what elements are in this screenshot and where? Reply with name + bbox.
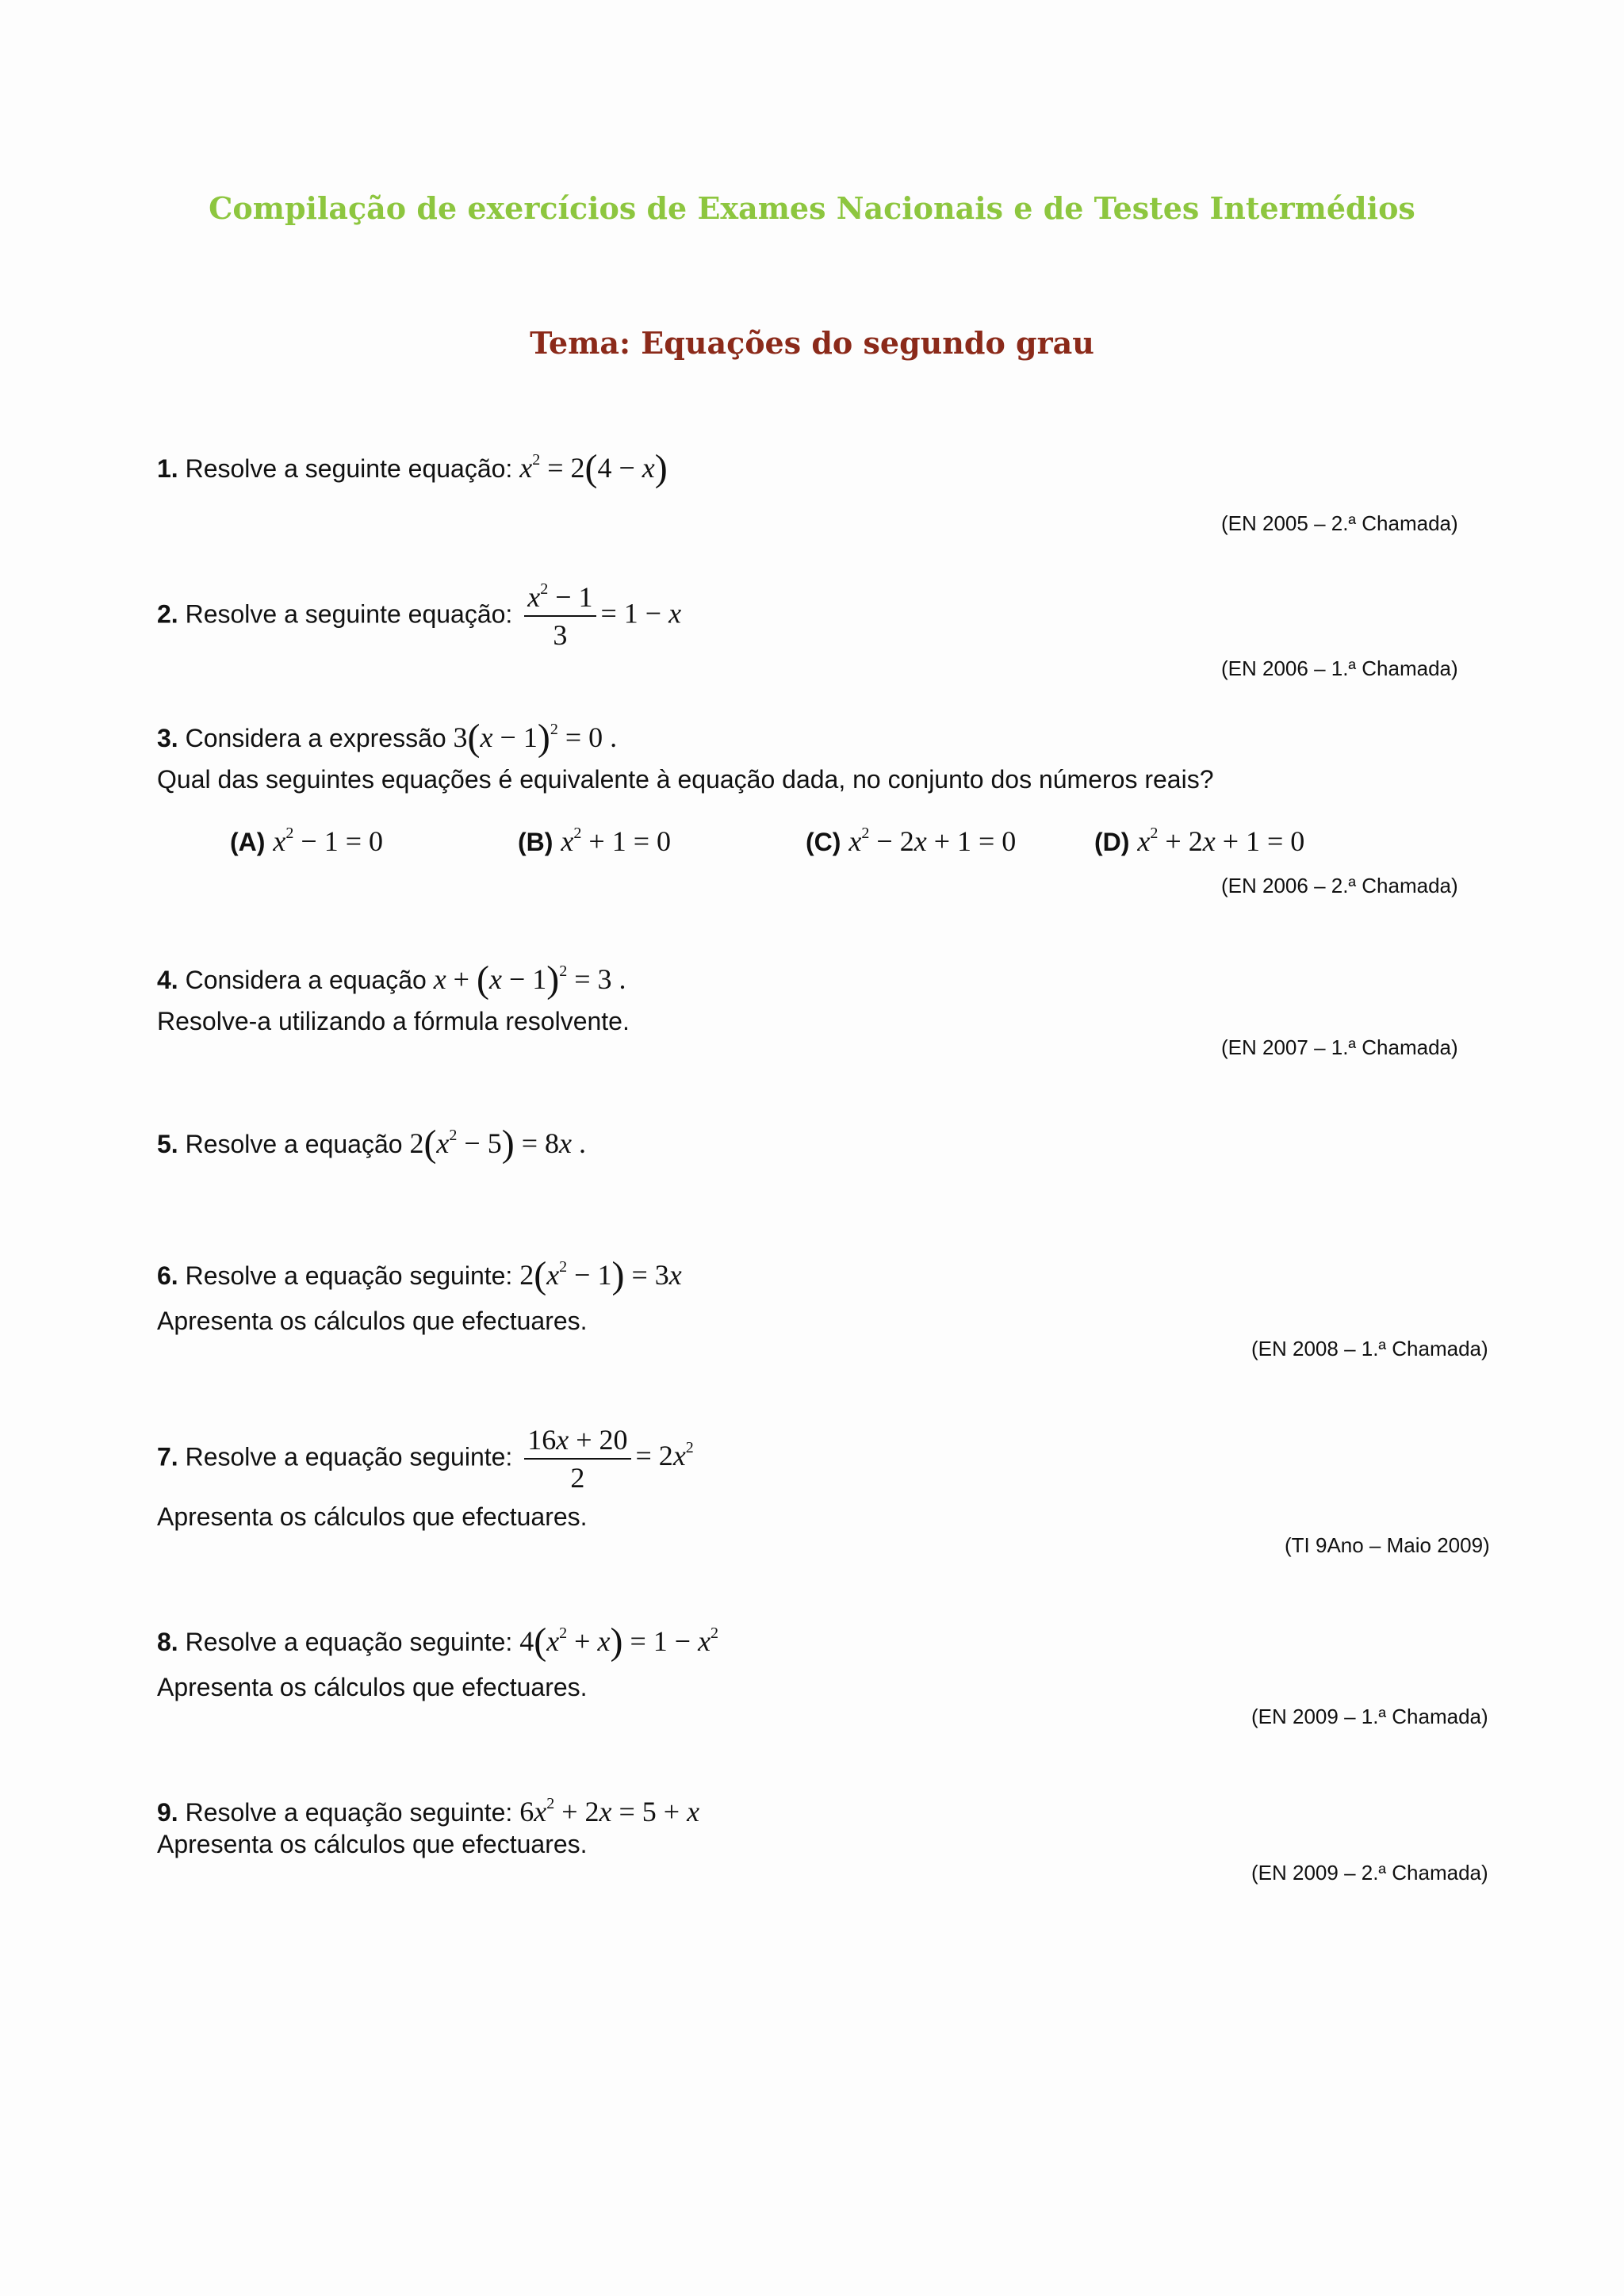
question-instruction: Resolve-a utilizando a fórmula resolvente.: [157, 1007, 630, 1035]
question-number: 2.: [157, 599, 178, 629]
exam-source: (EN 2009 – 1.ª Chamada): [1251, 1705, 1488, 1728]
question-text: Resolve a equação seguinte:: [185, 1798, 513, 1827]
question-9: [157, 1796, 699, 1828]
equation: $4(x^2 + x) = 1 - x^2$: [519, 1621, 719, 1663]
fraction: $\frac{16x + 20}{2}$: [524, 1422, 630, 1496]
question-instruction: Qual das seguintes equações é equivalente à equação dada, no conjunto dos números reais?: [157, 765, 1214, 794]
question-text: Resolve a seguinte equação:: [185, 599, 513, 629]
exam-source: (EN 2005 – 2.ª Chamada): [1221, 511, 1458, 535]
option-d: [1094, 825, 1304, 858]
question-number: 7.: [157, 1442, 178, 1471]
exam-source: (TI 9Ano – Maio 2009): [1285, 1533, 1490, 1557]
question-text: Resolve a equação seguinte:: [185, 1261, 513, 1290]
option-b: [518, 825, 671, 858]
question-instruction: Apresenta os cálculos que efectuares.: [157, 1307, 588, 1335]
question-text: Resolve a seguinte equação:: [185, 454, 513, 483]
question-instruction: Apresenta os cálculos que efectuares.: [157, 1830, 588, 1858]
question-number: 8.: [157, 1628, 178, 1656]
equation: $2(x^2 - 1) = 3x$: [519, 1254, 682, 1296]
question-8: [157, 1621, 719, 1663]
question-instruction: Apresenta os cálculos que efectuares.: [157, 1502, 588, 1531]
equation: $2(x^2 - 5) = 8x$ .: [409, 1123, 586, 1165]
question-number: 1.: [157, 454, 178, 483]
question-text: Resolve a equação seguinte:: [185, 1442, 513, 1471]
question-4: [157, 959, 626, 1001]
option-label: (A): [230, 828, 266, 856]
question-text: Resolve a equação seguinte:: [185, 1628, 513, 1656]
option-equation: $x^2 - 2x + 1 = 0$: [848, 825, 1017, 857]
question-text: Resolve a equação: [185, 1130, 403, 1158]
question-3: [157, 717, 618, 759]
question-number: 9.: [157, 1798, 178, 1827]
option-label: (C): [806, 828, 841, 856]
equation: $x^2 = 2(4 - x)$: [519, 447, 668, 489]
question-number: 5.: [157, 1130, 178, 1158]
exam-source: (EN 2008 – 1.ª Chamada): [1251, 1337, 1488, 1360]
question-2: 2. Resolve a seguinte equação: $\frac{x^2 - 1}{3}$ = 1 − x: [157, 579, 681, 653]
question-instruction: Apresenta os cálculos que efectuares.: [157, 1673, 588, 1701]
option-equation: $x^2 - 1 = 0$: [273, 825, 384, 857]
equation: $3(x - 1)^2 = 0$ .: [453, 717, 618, 759]
question-text: Considera a expressão: [185, 724, 446, 752]
question-number: 6.: [157, 1261, 178, 1290]
question-6: [157, 1254, 682, 1296]
option-equation: $x^2 + 1 = 0$: [561, 825, 672, 857]
question-number: 3.: [157, 724, 178, 752]
fraction: $\frac{x^2 - 1}{3}$: [524, 579, 596, 653]
option-equation: $x^2 + 2x + 1 = 0$: [1137, 825, 1305, 857]
option-label: (D): [1094, 828, 1130, 856]
equation: $x + (x - 1)^2 = 3$ .: [433, 959, 626, 1001]
question-number: 4.: [157, 966, 178, 994]
option-c: [806, 825, 1016, 858]
question-5: [157, 1123, 586, 1165]
question-text: Considera a equação: [185, 966, 427, 994]
equation: $6x^2 + 2x = 5 + x$: [519, 1795, 700, 1827]
option-label: (B): [518, 828, 553, 856]
document-title: Compilação de exercícios de Exames Nacionais e de Testes Intermédios: [209, 190, 1415, 226]
exam-source: (EN 2009 – 2.ª Chamada): [1251, 1861, 1488, 1885]
exam-source: (EN 2006 – 1.ª Chamada): [1221, 656, 1458, 680]
exam-source: (EN 2006 – 2.ª Chamada): [1221, 874, 1458, 897]
topic-title: Tema: Equações do segundo grau: [530, 325, 1094, 361]
question-7: 7. Resolve a equação seguinte: $\frac{16x + 20}{2}$ = $2x^2$: [157, 1422, 694, 1496]
exam-source: (EN 2007 – 1.ª Chamada): [1221, 1035, 1458, 1059]
question-1: [157, 447, 668, 489]
option-a: [230, 825, 383, 858]
